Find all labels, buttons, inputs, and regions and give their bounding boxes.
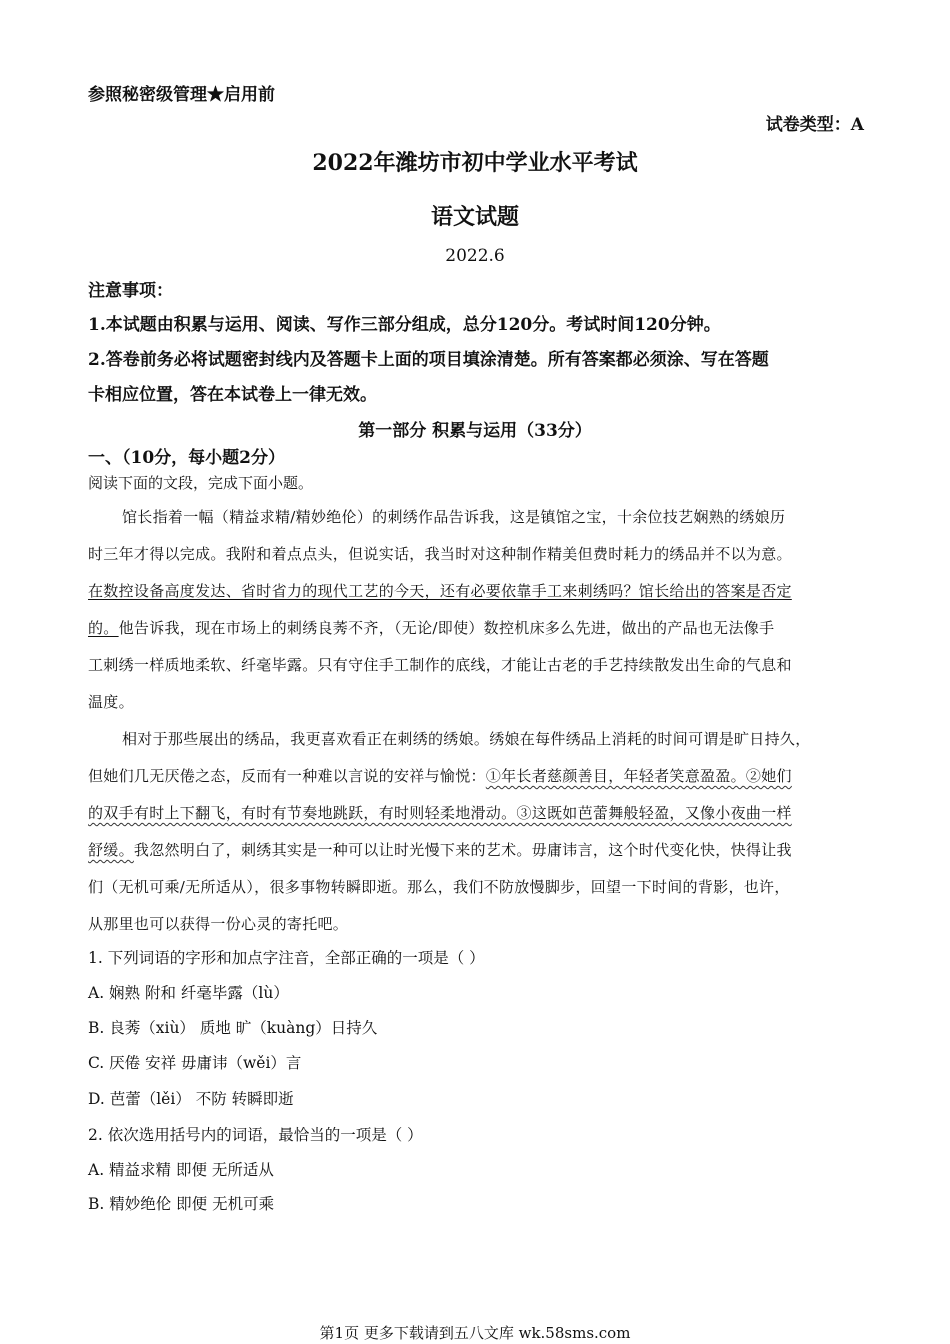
page-footer: 第1页 更多下载请到五八文库 wk.58sms.com: [319, 1324, 631, 1342]
passage-line: 相对于那些展出的绣品，我更喜欢看正在刺绣的绣娘。绣娘在每件绣品上消耗的时间可谓是旷日持久，: [122, 730, 811, 748]
passage-underlined-line: 在数控设备高度发达、省时省力的现代工艺的今天，还有必要依靠手工来刺绣吗？馆长给出的答案是否定: [88, 582, 792, 600]
notice-item-1: 1.本试题由积累与运用、阅读、写作三部分组成，总分120分。考试时间120分钟。: [88, 315, 721, 335]
question-1-option-b: B. 良莠（xiù） 质地 旷（kuàng）日持久: [88, 1019, 378, 1037]
passage-line: 温度。: [88, 693, 134, 711]
question-1-option-a: A. 娴熟 附和 纤毫毕露（lù）: [88, 984, 289, 1002]
passage-wavy-fragment: ①年长者慈颜善目，年轻者笑意盈盈。②她们: [485, 767, 792, 785]
notice-item-2-cont: 卡相应位置，答在本试卷上一律无效。: [88, 385, 377, 405]
question-2-option-a: A. 精益求精 即便 无所适从: [88, 1161, 274, 1179]
section-instruction: 阅读下面的文段，完成下面小题。: [88, 474, 314, 492]
passage-line: 们（无机可乘/无所适从），很多事物转瞬即逝。那么，我们不防放慢脚步，回望一下时间的背影，也许，: [88, 878, 790, 896]
section-heading: 一、（10分，每小题2分）: [88, 448, 285, 468]
passage-fragment: 我忽然明白了，刺绣其实是一种可以让时光慢下来的艺术。毋庸讳言，这个时代变化快，快得让我: [133, 841, 792, 859]
passage-line: [88, 765, 792, 786]
part-heading: 第一部分 积累与运用（33分）: [358, 421, 592, 441]
passage-line: 馆长指着一幅（精益求精/精妙绝伦）的刺绣作品告诉我，这是镇馆之宝，十余位技艺娴熟的绣娘历: [122, 508, 786, 526]
passage-line: 从那里也可以获得一份心灵的寄托吧。: [88, 915, 349, 933]
passage-line: 工刺绣一样质地柔软、纤毫毕露。只有守住手工制作的底线，才能让古老的手艺持续散发出生命的气息和: [88, 656, 792, 674]
subject-title: 语文试题: [430, 204, 519, 230]
passage-line: [88, 617, 774, 638]
passage-line: [88, 839, 792, 860]
passage-fragment: 他告诉我，现在市场上的刺绣良莠不齐，（无论/即使）数控机床多么先进，做出的产品也无法像手: [118, 619, 775, 637]
confidential-label: 参照秘密级管理★启用前: [88, 85, 275, 105]
question-2: 2. 依次选用括号内的词语，最恰当的一项是（ ）: [88, 1126, 423, 1144]
passage-underlined-fragment: 的。: [88, 619, 119, 637]
passage-line: 时三年才得以完成。我附和着点点头，但说实话，我当时对这种制作精美但费时耗力的绣品并不以为意。: [88, 545, 792, 563]
question-1-option-d: D. 芭蕾（lěi） 不防 转瞬即逝: [88, 1090, 294, 1108]
question-1-option-c: C. 厌倦 安祥 毋庸讳（wěi）言: [88, 1054, 302, 1072]
paper-type-label: 试卷类型：A: [765, 115, 864, 135]
exam-date: 2022.6: [445, 246, 505, 266]
exam-title: 2022年潍坊市初中学业水平考试: [312, 150, 638, 176]
question-2-option-b: B. 精妙绝伦 即便 无机可乘: [88, 1195, 275, 1213]
notice-heading: 注意事项：: [88, 281, 173, 301]
passage-fragment: 但她们几无厌倦之态，反而有一种难以言说的安祥与愉悦：: [88, 767, 486, 785]
question-1: 1. 下列词语的字形和加点字注音，全部正确的一项是（ ）: [88, 949, 485, 967]
passage-wavy-line: 的双手有时上下翻飞，有时有节奏地跳跃，有时则轻柔地滑动。③这既如芭蕾舞般轻盈，又像小夜曲一样: [88, 804, 792, 822]
notice-item-2: 2.答卷前务必将试题密封线内及答题卡上面的项目填涂清楚。所有答案都必须涂、写在答题: [88, 350, 769, 370]
passage-wavy-fragment: 舒缓。: [88, 841, 134, 859]
